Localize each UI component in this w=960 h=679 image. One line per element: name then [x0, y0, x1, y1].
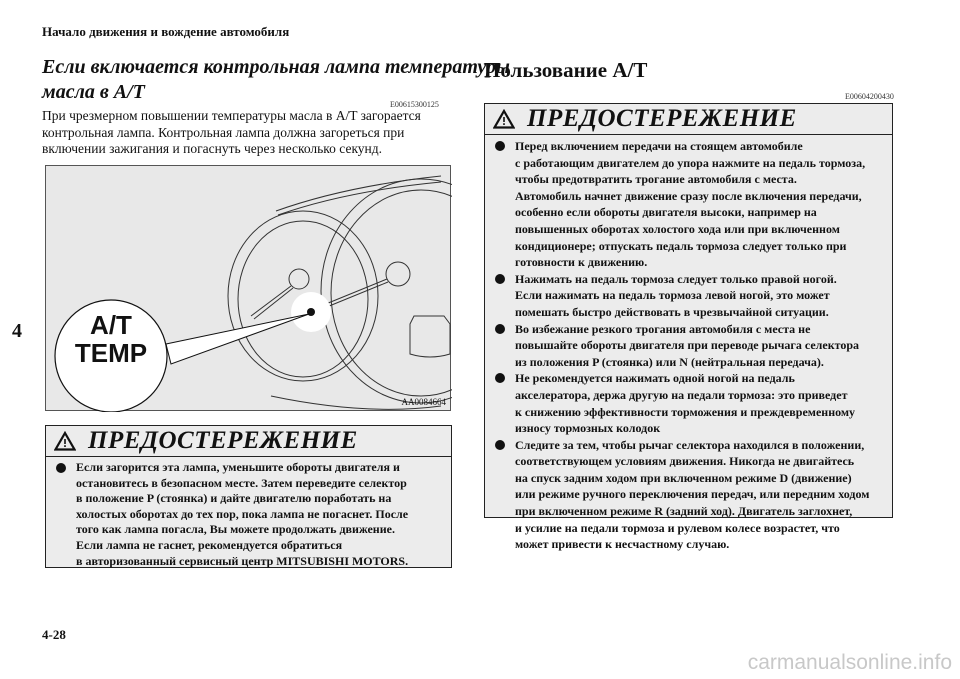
warning-line: или режиме ручного переключения передач, или передним ходом — [515, 487, 870, 502]
warning-item — [54, 460, 445, 569]
warning-line: готовности к движению. — [515, 255, 648, 270]
warning-line: Автомобиль начнет движение сразу после включения передачи, — [515, 188, 862, 203]
section-code: E00604200430 — [845, 92, 894, 101]
bullet-icon — [495, 324, 505, 334]
warning-line: акселератора, держа другую на педали тормоза: это приведет — [515, 387, 848, 402]
warning-line: к снижению эффективности торможения и преждевременному — [515, 404, 856, 419]
bullet-icon — [495, 373, 505, 383]
section-title-using-at: Пользование A/T — [484, 58, 648, 82]
warning-line: кондиционере; отпускать педаль тормоза следует только при — [515, 238, 847, 253]
section-title-at-oil-temp — [42, 55, 510, 105]
warning-line: Во избежание резкого трогания автомобиля с места не — [515, 321, 811, 336]
bullet-icon — [495, 440, 505, 450]
chapter-tab: 4 — [12, 320, 22, 342]
page-number: 4-28 — [42, 627, 66, 642]
warning-box-using-at — [484, 103, 893, 552]
warning-line: из положения P (стоянка) или N (нейтральная передача). — [515, 354, 824, 369]
warning-line: Если загорится эта лампа, уменьшите обороты двигателя и — [76, 460, 400, 474]
warning-line: Нажимать на педаль тормоза следует только правой ногой. — [515, 271, 837, 286]
at-temp-label: A/T — [90, 310, 132, 340]
warning-line: чтобы предотвратить трогание автомобиля с места. — [515, 172, 797, 187]
title-line: Если включается контрольная лампа температуры — [42, 56, 510, 78]
warning-line: на спуск задним ходом при включенном режиме D (движение) — [515, 470, 852, 485]
warning-item — [493, 271, 886, 321]
body-paragraph — [42, 108, 462, 158]
body-line: При чрезмерном повышении температуры масла в A/T загорается — [42, 108, 421, 123]
warning-line: Не рекомендуется нажимать одной ногой на педаль — [515, 371, 795, 386]
warning-title: ПРЕДОСТЕРЕЖЕНИЕ — [88, 427, 358, 454]
warning-line: особенно если обороты двигателя высоки, например на — [515, 205, 817, 220]
body-line: контрольная лампа. Контрольная лампа должна загореться при — [42, 124, 405, 140]
running-header: Начало движения и вождение автомобиля — [42, 24, 290, 39]
warning-line: Следите за тем, чтобы рычаг селектора находился в положении, — [515, 437, 865, 452]
warning-line: холостых оборотах до тех пор, пока лампа не погаснет. После — [76, 506, 409, 521]
warning-line: повышайте обороты двигателя при переводе рычага селектора — [515, 338, 860, 353]
instrument-cluster-illustration — [46, 166, 452, 412]
at-temp-label: TEMP — [74, 338, 148, 368]
warning-item — [493, 138, 886, 271]
title-line: масла в A/T — [42, 81, 145, 103]
warning-line: помешать быстро действовать в чрезвычайной ситуации. — [515, 304, 829, 319]
warning-header — [485, 104, 892, 135]
warning-item — [493, 321, 886, 371]
body-line: включении зажигания и погаснуть через несколько секунд. — [42, 141, 383, 156]
warning-line: и усилие на педали тормоза и рулевом колесе возрастет, что — [515, 520, 840, 535]
bullet-icon — [56, 463, 66, 473]
bullet-icon — [495, 274, 505, 284]
warning-line: того как лампа погасла, Вы можете продолжать движение. — [76, 522, 395, 537]
warning-line: в положение P (стоянка) и дайте двигателю поработать на — [76, 491, 392, 506]
instrument-cluster-figure — [45, 165, 451, 411]
warning-item — [493, 370, 886, 436]
warning-header — [46, 426, 451, 457]
warning-line: износу тормозных колодок — [515, 421, 661, 436]
warning-box-oil-temp — [45, 425, 452, 568]
warning-line: повышенных оборотах холостого хода или при включенном — [515, 221, 840, 236]
warning-triangle-icon — [54, 431, 76, 451]
warning-line: с работающим двигателем до упора нажмите на педаль тормоза, — [515, 155, 866, 170]
warning-title: ПРЕДОСТЕРЕЖЕНИЕ — [527, 105, 797, 132]
warning-triangle-icon — [493, 109, 515, 129]
warning-line: соответствующем условиям движения. Никогда не двигайтесь — [515, 454, 855, 469]
section-code: E00615300125 — [390, 100, 439, 109]
warning-line: остановитесь в безопасном месте. Затем переведите селектор — [76, 475, 407, 490]
warning-line: Если нажимать на педаль тормоза левой ногой, это может — [515, 288, 830, 303]
watermark: carmanualsonline.info — [747, 651, 952, 674]
figure-code: AA0084664 — [401, 397, 446, 407]
warning-line: при включенном режиме R (задний ход). Двигатель заглохнет, — [515, 504, 853, 519]
warning-line: в авторизованный сервисный центр MITSUBISHI MOTORS. — [76, 553, 409, 568]
bullet-icon — [495, 141, 505, 151]
warning-line: может привести к несчастному случаю. — [515, 537, 730, 552]
warning-item — [493, 437, 886, 553]
warning-line: Если лампа не гаснет, рекомендуется обратиться — [76, 537, 343, 552]
warning-line: Перед включением передачи на стоящем автомобиле — [515, 139, 803, 153]
